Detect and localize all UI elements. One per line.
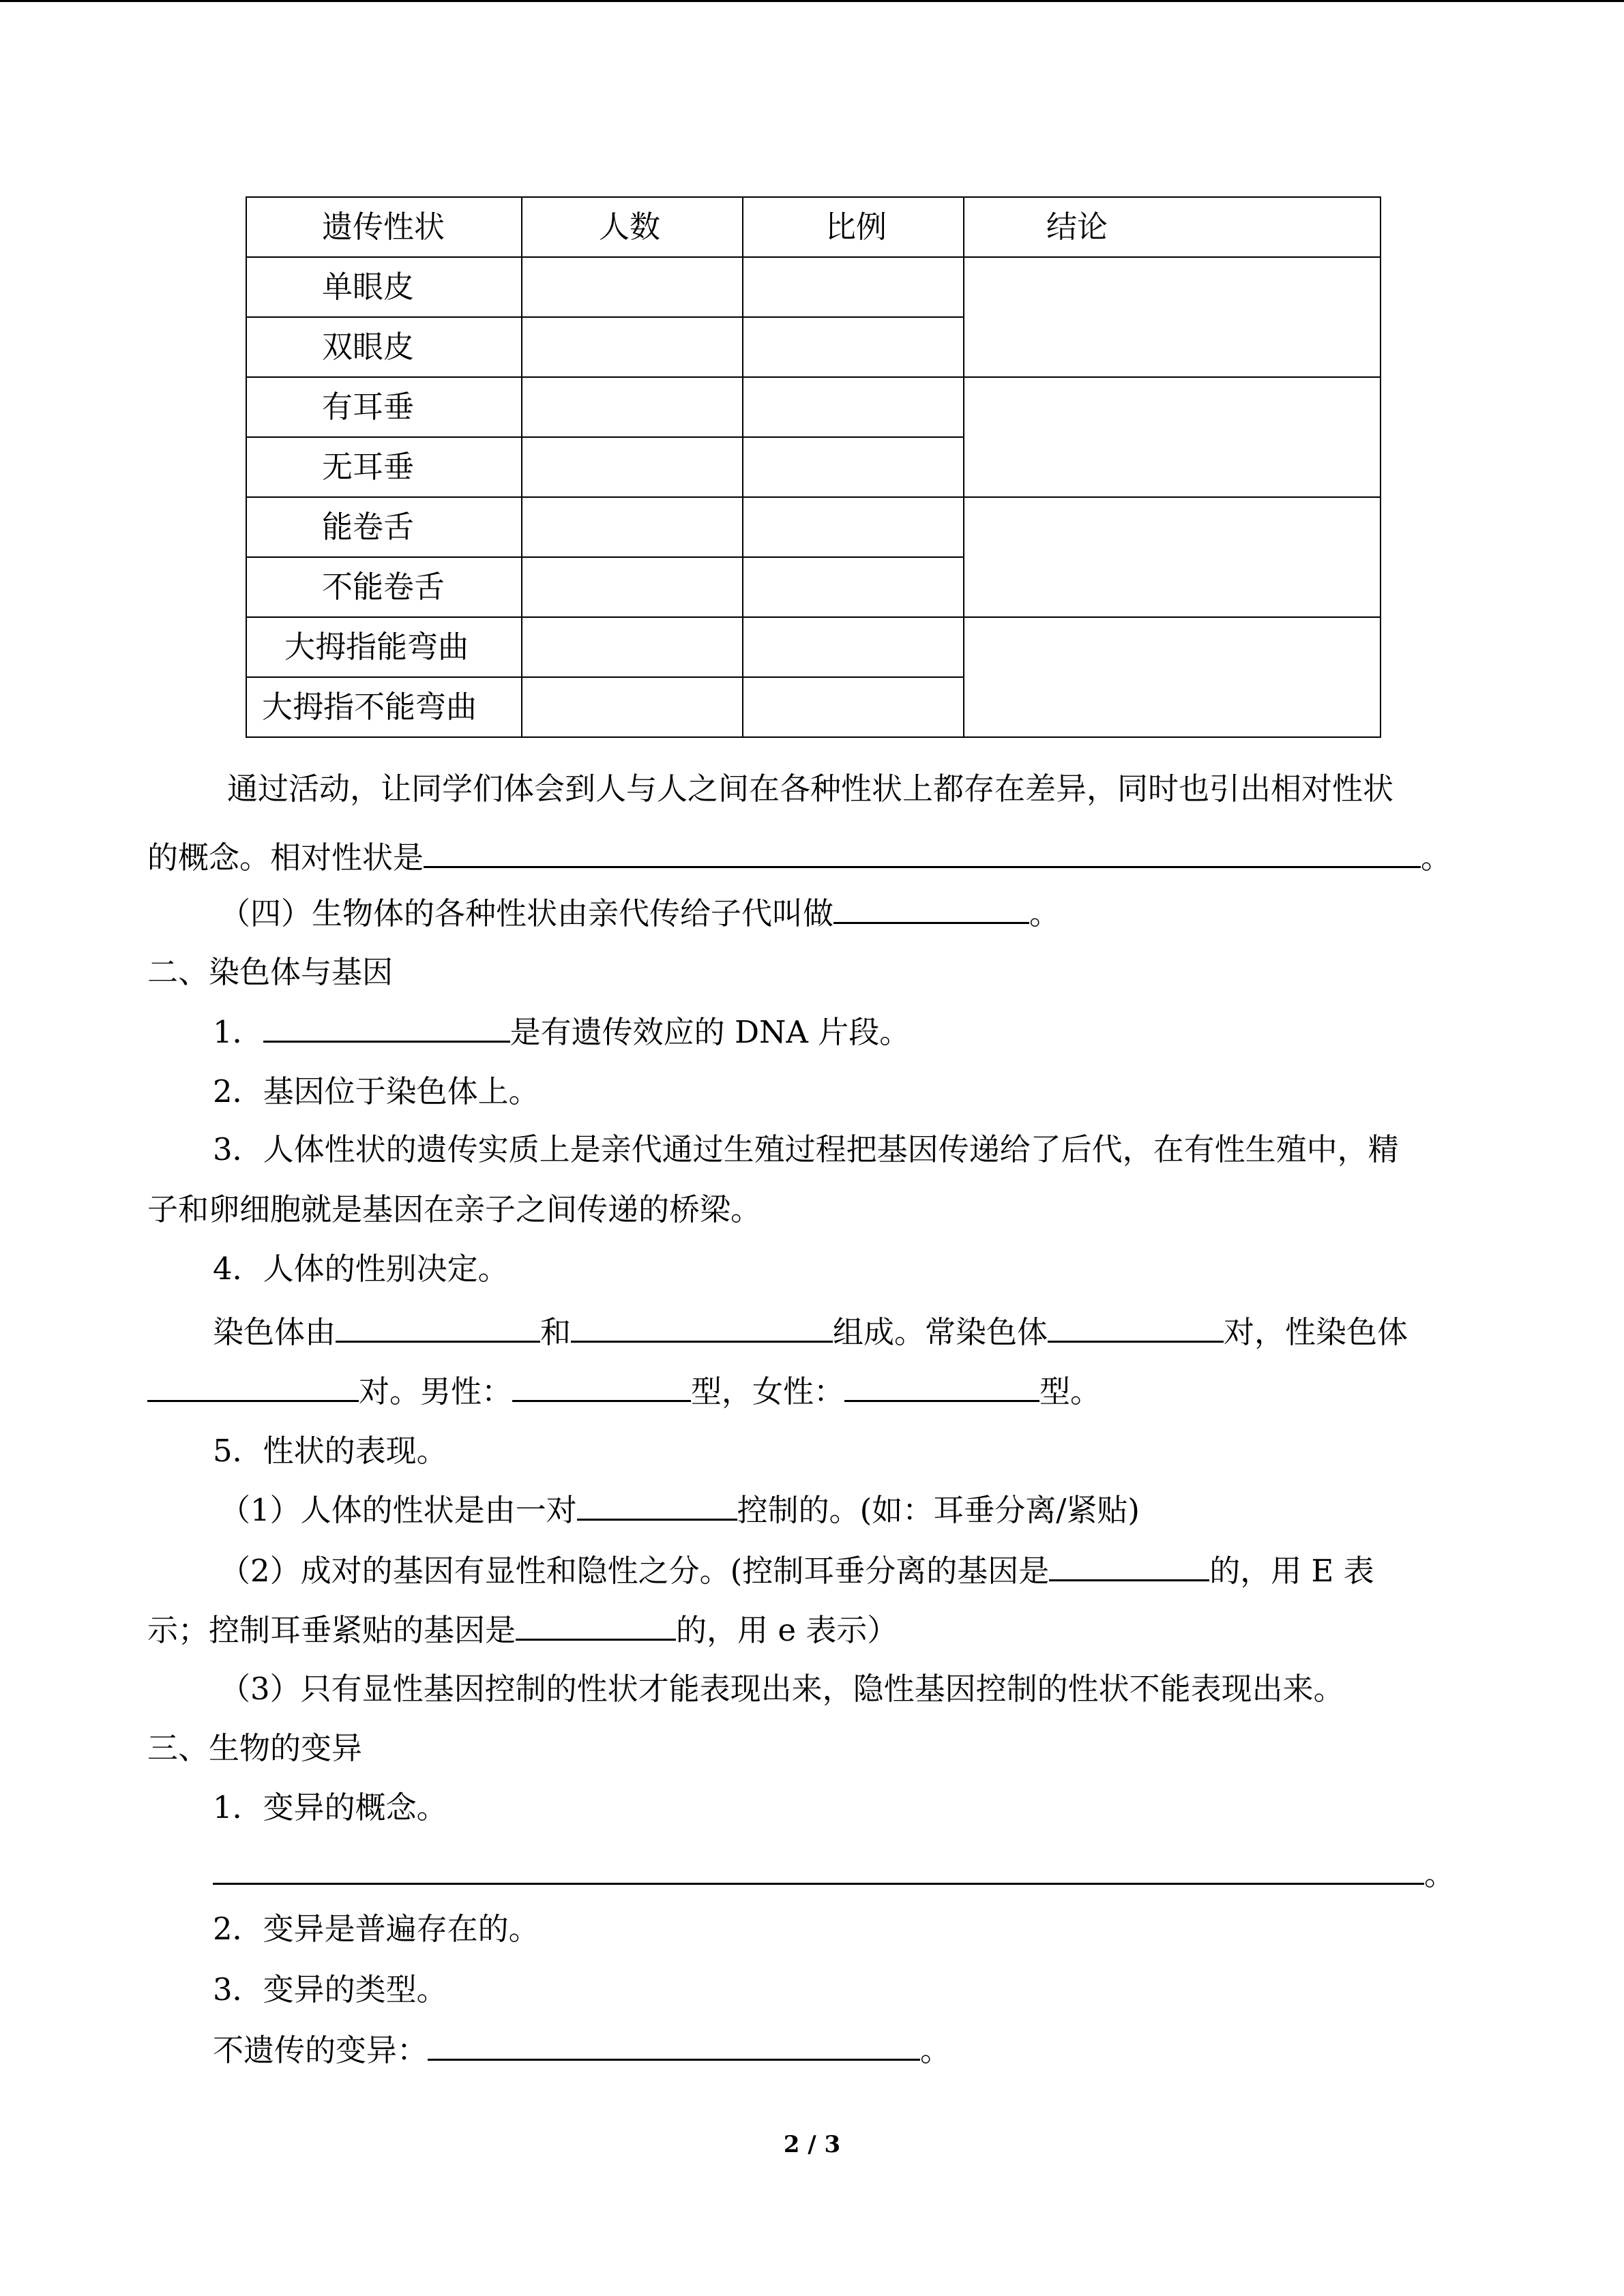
paragraph-text: 对。男性： — [359, 1373, 513, 1410]
paragraph-text: （1）人体的性状是由一对 — [220, 1492, 577, 1528]
table-row — [246, 257, 1381, 317]
count-cell[interactable] — [522, 617, 743, 677]
paragraph-text: 对，性染色体 — [1224, 1314, 1408, 1350]
gene-location-line: 2．基因位于染色体上。 — [213, 1073, 540, 1109]
trait-name: 大拇指能弯曲 — [246, 617, 522, 677]
paragraph-text: 的，用 E 表 — [1209, 1553, 1374, 1589]
conclusion-cell[interactable] — [964, 377, 1381, 497]
header-conclusion: 结论 — [964, 197, 1381, 257]
chromosome-component-blank-1[interactable] — [336, 1311, 540, 1343]
gene-pair-blank[interactable] — [577, 1489, 737, 1521]
paragraph-text: 。 — [1029, 895, 1061, 931]
paragraph-activity-line2 — [147, 836, 1451, 878]
count-cell[interactable] — [522, 257, 743, 317]
trait-name: 大拇指不能弯曲 — [246, 677, 522, 737]
female-type-blank[interactable] — [844, 1370, 1039, 1402]
header-ratio: 比例 — [743, 197, 964, 257]
gene-blank[interactable] — [263, 1011, 510, 1043]
paragraph-text: （四）生物体的各种性状由亲代传给子代叫做 — [220, 895, 834, 931]
variation-types-line: 3．变异的类型。 — [213, 1971, 447, 2008]
paragraph-text: 示；控制耳垂紧贴的基因是 — [147, 1612, 516, 1648]
paragraph-text: 是有遗传效应的 DNA 片段。 — [510, 1014, 911, 1050]
trait-name: 能卷舌 — [246, 497, 522, 557]
count-cell[interactable] — [522, 377, 743, 437]
heredity-line — [220, 892, 1060, 934]
paragraph-text: 的，用 e 表示） — [676, 1612, 898, 1648]
table-row — [246, 377, 1381, 437]
relative-trait-blank[interactable] — [424, 836, 1421, 868]
variation-concept-line: 1．变异的概念。 — [213, 1789, 447, 1825]
paragraph-activity-line1 — [227, 769, 1393, 809]
table-row — [246, 497, 1381, 557]
inheritance-line2: 子和卵细胞就是基因在亲子之间传递的桥梁。 — [147, 1191, 762, 1227]
section-heading-3: 三、生物的变异 — [147, 1730, 363, 1766]
ratio-cell[interactable] — [743, 437, 964, 497]
paragraph-text: 不遗传的变异： — [213, 2032, 428, 2068]
dominant-expression-line: （3）只有显性基因控制的性状才能表现出来，隐性基因控制的性状不能表现出来。 — [220, 1671, 1344, 1707]
trait-control-line — [220, 1489, 1140, 1531]
chromosome-line2 — [147, 1370, 1101, 1412]
heredity-blank[interactable] — [833, 892, 1029, 924]
recessive-blank[interactable] — [516, 1609, 676, 1641]
sex-chromosome-count-blank[interactable] — [147, 1370, 359, 1402]
traits-table — [246, 196, 1381, 738]
chromosome-line1 — [213, 1311, 1408, 1353]
paragraph-text: 通过活动，让同学们体会到人与人之间在各种性状上都存在差异，同时也引出相对性状 — [227, 771, 1394, 807]
count-cell[interactable] — [522, 437, 743, 497]
page-number: 2 / 3 — [783, 2131, 841, 2158]
conclusion-cell[interactable] — [964, 617, 1381, 737]
trait-name: 有耳垂 — [246, 377, 522, 437]
paragraph-text: 控制的。(如：耳垂分离/紧贴) — [737, 1492, 1140, 1528]
chromosome-component-blank-2[interactable] — [571, 1311, 833, 1343]
table-row — [246, 617, 1381, 677]
trait-name: 双眼皮 — [246, 317, 522, 377]
count-cell[interactable] — [522, 677, 743, 737]
autosome-count-blank[interactable] — [1048, 1311, 1224, 1343]
paragraph-text: 型，女性： — [691, 1373, 845, 1410]
paragraph-text: （2）成对的基因有显性和隐性之分。(控制耳垂分离的基因是 — [220, 1553, 1050, 1589]
gene-definition-line — [213, 1011, 910, 1053]
paragraph-text: 的概念。相对性状是 — [147, 839, 424, 876]
paragraph-text: 。 — [1424, 1856, 1456, 1892]
table-header-row — [246, 197, 1381, 257]
paragraph-text: 。 — [1421, 839, 1452, 876]
section-heading-2: 二、染色体与基因 — [147, 954, 394, 990]
non-heritable-variation-line — [213, 2029, 951, 2071]
ratio-cell[interactable] — [743, 557, 964, 617]
dominant-recessive-line1 — [220, 1549, 1374, 1592]
conclusion-cell[interactable] — [964, 497, 1381, 617]
inheritance-line1: 3．人体性状的遗传实质上是亲代通过生殖过程把基因传递给了后代，在有性生殖中，精 — [213, 1131, 1399, 1167]
trait-name: 无耳垂 — [246, 437, 522, 497]
header-trait: 遗传性状 — [246, 197, 522, 257]
variation-universal-line: 2．变异是普遍存在的。 — [213, 1911, 540, 1947]
count-cell[interactable] — [522, 497, 743, 557]
ratio-cell[interactable] — [743, 677, 964, 737]
male-type-blank[interactable] — [512, 1370, 691, 1402]
ratio-cell[interactable] — [743, 377, 964, 437]
variation-concept-answer — [213, 1853, 1455, 1895]
paragraph-text: 染色体由 — [213, 1314, 336, 1350]
paragraph-text: 。 — [920, 2032, 951, 2068]
paragraph-text: 和 — [540, 1314, 572, 1350]
header-count: 人数 — [522, 197, 743, 257]
variation-concept-blank[interactable] — [213, 1853, 1424, 1885]
paragraph-text: 型。 — [1039, 1373, 1102, 1410]
trait-expression-line: 5．性状的表现。 — [213, 1433, 447, 1469]
ratio-cell[interactable] — [743, 497, 964, 557]
item-number: 1． — [213, 1014, 263, 1050]
count-cell[interactable] — [522, 557, 743, 617]
ratio-cell[interactable] — [743, 617, 964, 677]
count-cell[interactable] — [522, 317, 743, 377]
dominant-blank[interactable] — [1049, 1549, 1209, 1581]
dominant-recessive-line2 — [147, 1609, 898, 1651]
paragraph-text: 组成。常染色体 — [833, 1314, 1048, 1350]
non-heritable-blank[interactable] — [428, 2029, 920, 2061]
trait-name: 单眼皮 — [246, 257, 522, 317]
sex-determination-line: 4．人体的性别决定。 — [213, 1251, 509, 1287]
top-border-line — [0, 0, 1624, 2]
conclusion-cell[interactable] — [964, 257, 1381, 377]
trait-name: 不能卷舌 — [246, 557, 522, 617]
ratio-cell[interactable] — [743, 257, 964, 317]
ratio-cell[interactable] — [743, 317, 964, 377]
